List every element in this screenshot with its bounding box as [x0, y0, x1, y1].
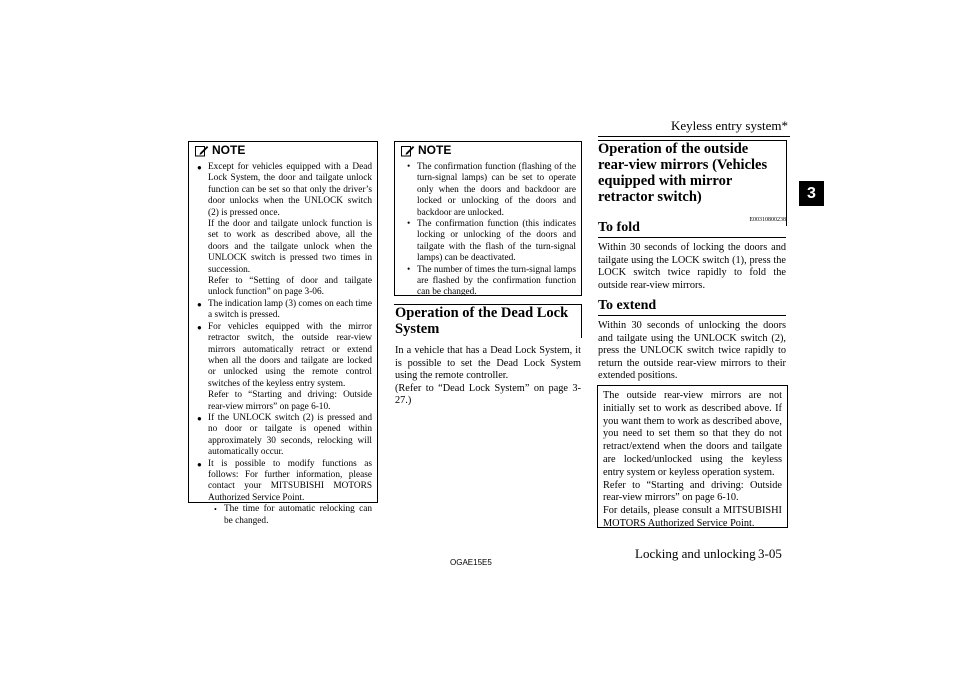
note-item	[401, 219, 576, 265]
note-paragraph: Except for vehicles equipped with a Dead Lock System, the door and tailgate unlock function can be set so that only the driver’s door unlocks when the UNLOCK switch (2) is pressed once.	[208, 162, 372, 218]
bullet-icon: ●	[197, 459, 202, 469]
running-header: Keyless entry system*	[671, 118, 788, 133]
note-item	[197, 413, 372, 459]
note-header	[189, 142, 377, 160]
note-paragraph: If the door and tailgate unlock function is set to work as described above, all the doors and the tailgate unlock when the UNLOCK switch is pressed two times in succession.	[208, 219, 372, 275]
note-item	[197, 299, 372, 322]
bullet-icon: ●	[197, 299, 202, 309]
body-paragraph: (Refer to “Dead Lock System” on page 3-27.)	[395, 382, 581, 407]
note-paragraph: If the UNLOCK switch (2) is pressed and no door or tailgate is opened within approximately 30 seconds, relocking will automatically occur.	[208, 412, 372, 458]
note-paragraph: For vehicles equipped with the mirror retractor switch, the outside rear-view mirrors automatically retract or extend when all the doors and tailgate are locked or unlocked using the remote control switches of the keyless entry system.	[208, 321, 372, 389]
mirrors-heading: Operation of the outside rear-view mirrors (Vehicles equipped with mirror retractor switch)	[598, 141, 768, 205]
fold-text: Within 30 seconds of locking the doors and tailgate using the LOCK switch (1), press the LOCK switch twice rapidly to fold the outside rear-view mirrors.	[598, 242, 786, 291]
header-rule	[598, 136, 790, 137]
subsection-rule	[598, 315, 786, 316]
note-item	[197, 322, 372, 413]
bullet-icon: ●	[197, 322, 202, 332]
note-paragraph: It is possible to modify functions as follows: For further information, please contact your MITSUBISHI MOTORS Authorized Service Point.	[208, 458, 372, 503]
note-paragraph: The number of times the turn-signal lamps are flashed by the confirmation function can be changed.	[417, 264, 576, 298]
note-subitem-text: The time for automatic relocking can be changed.	[224, 504, 372, 526]
note-item	[197, 459, 372, 527]
extend-heading: To extend	[598, 298, 657, 313]
note-paragraph: The indication lamp (3) comes on each time a switch is pressed.	[208, 298, 372, 321]
note-paragraph: Refer to “Starting and driving: Outside rear-view mirrors” on page 6-10.	[208, 390, 372, 412]
footer-section: Locking and unlocking	[635, 546, 756, 561]
note-box-middle	[394, 141, 582, 296]
section-tick	[786, 140, 787, 226]
bullet-icon: •	[407, 264, 411, 275]
subsection-rule	[598, 237, 786, 238]
note-paragraph: The confirmation function (flashing of the turn-signal lamps) can be set to operate only when the doors and backdoor are locked or unlocking of the doors and backdoor are unlocked.	[417, 162, 576, 218]
bullet-icon: ●	[197, 413, 202, 423]
chapter-tab: 3	[799, 181, 824, 206]
note-pencil-icon	[195, 145, 209, 157]
note-paragraph: The confirmation function (this indicates locking or unlocking of the doors and tailgate with the flash of the turn-signal lamps) can be deactivated.	[417, 219, 576, 264]
mirrors-info-box	[597, 385, 788, 528]
dead-lock-heading: Operation of the Dead Lock System	[395, 305, 569, 337]
info-paragraph: The outside rear-view mirrors are not initially set to work as described above. If you want them to work as described above, you need to set them so that they do not retract/extend when the doors and tailgate are locked/unlocked using the keyless entry system or keyless operation system.	[603, 390, 782, 478]
note-pencil-icon	[401, 145, 415, 157]
extend-text: Within 30 seconds of unlocking the doors and tailgate using the UNLOCK switch (2), press the UNLOCK switch twice rapidly to return the outside rear-view mirrors to their extended positions.	[598, 320, 786, 382]
bullet-icon: •	[407, 162, 411, 172]
sub-bullet-icon: •	[214, 505, 217, 515]
bullet-icon: •	[407, 219, 411, 230]
note-header	[395, 142, 581, 160]
footer-code: OGAE15E5	[450, 558, 492, 567]
info-paragraph: For details, please consult a MITSUBISHI MOTORS Authorized Service Point.	[603, 505, 782, 529]
note-paragraph: Refer to “Setting of door and tailgate unlock function” on page 3-06.	[208, 276, 372, 298]
section-tick	[581, 304, 582, 338]
note-item	[401, 265, 576, 299]
note-subitem	[208, 504, 372, 527]
note-item	[197, 162, 372, 299]
note-box-left	[188, 141, 378, 526]
document-code: E00310800238	[749, 217, 786, 223]
info-paragraph: Refer to “Starting and driving: Outside rear-view mirrors” on page 6-10.	[603, 479, 782, 504]
note-label: NOTE	[212, 143, 246, 158]
note-item	[401, 162, 576, 219]
note-label: NOTE	[418, 143, 452, 158]
page-number: 3-05	[758, 546, 782, 561]
body-paragraph: In a vehicle that has a Dead Lock System, it is possible to set the Dead Lock System using the remote controller.	[395, 345, 581, 382]
fold-heading: To fold	[598, 220, 640, 235]
bullet-icon: ●	[197, 163, 202, 172]
